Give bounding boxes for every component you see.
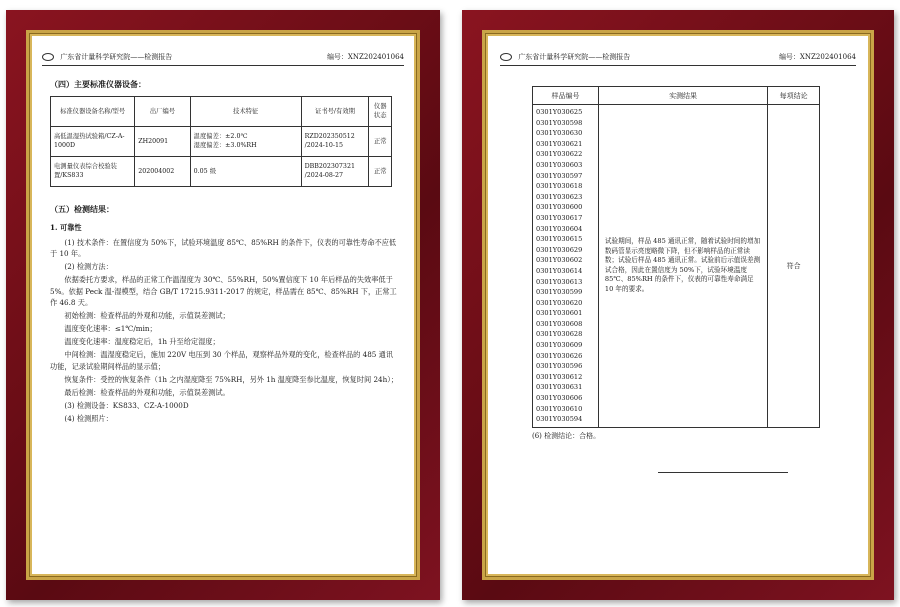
reliability-title: 1. 可靠性 — [50, 222, 82, 232]
sample-number: 0301Y030617 — [536, 213, 583, 222]
institute-logo-icon — [500, 53, 512, 61]
sample-number: 0301Y030623 — [536, 192, 583, 201]
section4-title: （四）主要标准仪器设备： — [50, 79, 146, 89]
sample-number: 0301Y030601 — [536, 309, 583, 318]
tech-condition-para: (1) 技术条件：在置信度为 50%下，试验环境温度 85℃、85%RH 的条件下，仪表的可靠性寿命不应低于 10 年。 — [50, 237, 397, 259]
equipment-table-header — [51, 97, 392, 127]
right-page — [488, 36, 868, 574]
left-header-report-no: 编号：XNZ202401064 — [326, 53, 404, 61]
test-equipment-para: (3) 检测设备：KS833、CZ-A-1000D — [64, 400, 189, 410]
sample-number: 0301Y030628 — [536, 330, 583, 339]
col-header-name: 标准仪器设备名称/型号 — [51, 97, 135, 127]
sample-number: 0301Y030612 — [536, 372, 583, 381]
col-header-sample-no: 样品编号 — [533, 87, 599, 105]
mid-test-para: 中间检测：温湿度稳定后，施加 220V 电压到 30 个样品，观察样品外观的变化，检查样品的 485 通讯功能，记录试验期间样品的显示值； — [50, 350, 394, 371]
institute-logo-icon — [42, 53, 54, 61]
temp-rate-para: 温度变化速率：≤1℃/min； — [64, 324, 157, 334]
sample-number: 0301Y030597 — [536, 171, 583, 180]
table-row — [51, 127, 392, 157]
sample-number: 0301Y030600 — [536, 203, 583, 212]
left-header-org: 广东省计量科学研究院——检测报告 — [60, 53, 173, 61]
test-method-para: (2) 检测方法： — [64, 262, 113, 272]
equip-cert — [301, 157, 369, 187]
col-header-cert: 证书号/有效期 — [301, 97, 369, 127]
section5-title: （五）检测结果： — [50, 204, 114, 215]
initial-test-para: 初始检测：检查样品的外观和功能，示值误差测试； — [64, 310, 230, 320]
equip-status: 正常 — [369, 157, 392, 187]
sample-number: 0301Y030629 — [536, 245, 583, 254]
sample-number: 0301Y030613 — [536, 277, 583, 286]
equip-tech-line: 0.05 级 — [193, 167, 216, 175]
col-header-verdict: 每项结论 — [768, 87, 820, 105]
equip-tech-line: 湿度偏差：±3.0%RH — [193, 141, 257, 149]
col-header-serial: 出厂编号 — [135, 97, 190, 127]
recovery-para: 恢复条件：受控的恢复条件（1h 之内湿度降至 75%RH，另外 1h 温度降至参比温度，恢复时间 24h）； — [64, 374, 398, 384]
sample-number: 0301Y030599 — [536, 288, 583, 297]
sample-number: 0301Y030618 — [536, 182, 583, 191]
sample-number: 0301Y030596 — [536, 362, 583, 371]
equip-cert — [301, 127, 369, 157]
equip-tech — [190, 127, 301, 157]
results-table — [532, 86, 820, 428]
left-gold-border — [26, 30, 420, 580]
results-table-header — [533, 87, 820, 105]
humidity-rate-para: 温度变化速率：温度稳定后，1h 升至给定湿度； — [64, 337, 220, 347]
col-header-status: 仪器状态 — [369, 97, 392, 127]
final-test-para: 最后检测：检查样品的外观和功能，示值误差测试。 — [64, 387, 230, 397]
sample-list — [533, 105, 599, 428]
sample-number: 0301Y030626 — [536, 351, 583, 360]
sample-number: 0301Y030622 — [536, 150, 583, 159]
sample-number: 0301Y030608 — [536, 319, 583, 328]
sample-number: 0301Y030594 — [536, 415, 583, 424]
right-page-content — [532, 86, 820, 441]
right-page-header — [500, 50, 856, 66]
equipment-table — [50, 96, 392, 187]
sample-number: 0301Y030630 — [536, 129, 583, 138]
sample-number: 0301Y030609 — [536, 341, 583, 350]
right-header-report-no: 编号：XNZ202401064 — [778, 53, 856, 61]
left-page-content — [50, 76, 400, 426]
right-header-org: 广东省计量科学研究院——检测报告 — [518, 53, 631, 61]
col-header-result: 实测结果 — [598, 87, 767, 105]
sample-number: 0301Y030603 — [536, 160, 583, 169]
left-page — [32, 36, 414, 574]
sample-number: 0301Y030631 — [536, 383, 583, 392]
sample-number: 0301Y030610 — [536, 404, 583, 413]
verdict: 符合 — [768, 105, 820, 428]
equip-serial: ZH20091 — [135, 127, 190, 157]
equip-cert-no: RZD202350512 — [304, 133, 355, 141]
equip-serial: 202004002 — [135, 157, 190, 187]
equip-tech-line: 温度偏差：±2.0℃ — [193, 133, 248, 141]
sample-number: 0301Y030614 — [536, 266, 583, 275]
sample-number: 0301Y030615 — [536, 235, 583, 244]
col-header-tech: 技术特征 — [190, 97, 301, 127]
method-detail-para: 依据委托方要求，样品的正常工作温湿度为 30℃、55%RH，50%置信度下 10 年后样品的失效率低于 5%。依据 Peck 温-湿模型，结合 GB/T 17215.9311-2017 的规定，样品需在 85℃、85%RH 下，正常工作 46.8 天。 — [50, 275, 397, 307]
equip-cert-no: DBB202307321 — [304, 163, 355, 171]
sample-number: 0301Y030604 — [536, 224, 583, 233]
right-page-frame — [462, 10, 894, 600]
equip-status: 正常 — [369, 127, 392, 157]
equip-name: 电测量仪表综合校验装置/KS833 — [51, 157, 135, 187]
sample-number: 0301Y030602 — [536, 256, 583, 265]
equip-name: 高低温湿热试验箱/CZ-A-1000D — [51, 127, 135, 157]
table-row — [51, 157, 392, 187]
right-gold-border — [482, 30, 874, 580]
sample-number: 0301Y030620 — [536, 298, 583, 307]
table-row — [533, 105, 820, 428]
equip-cert-expiry: /2024-08-27 — [304, 171, 344, 179]
left-page-frame — [6, 10, 440, 600]
test-photos-para: (4) 检测照片： — [64, 414, 113, 424]
equip-cert-expiry: /2024-10-15 — [304, 141, 344, 149]
conclusion: (6) 检测结论：合格。 — [532, 431, 601, 440]
left-page-header — [42, 50, 404, 66]
sample-number: 0301Y030621 — [536, 139, 583, 148]
sample-number: 0301Y030625 — [536, 108, 583, 116]
sample-number: 0301Y030606 — [536, 394, 583, 403]
result-text: 试验期间，样品 485 通讯正常，随着试验时间的增加数码管显示亮度略微下降，但不影响样品的正常读数；试验后样品 485 通讯正常。试验前后示值误差测试合格，因此在置信度为 50%下，试验环境温度 85℃、85%RH 的条件下，仪表的可靠性寿命满足 10 年的要求。 — [598, 105, 767, 428]
end-divider — [658, 472, 788, 473]
equip-tech — [190, 157, 301, 187]
sample-number: 0301Y030598 — [536, 118, 583, 127]
